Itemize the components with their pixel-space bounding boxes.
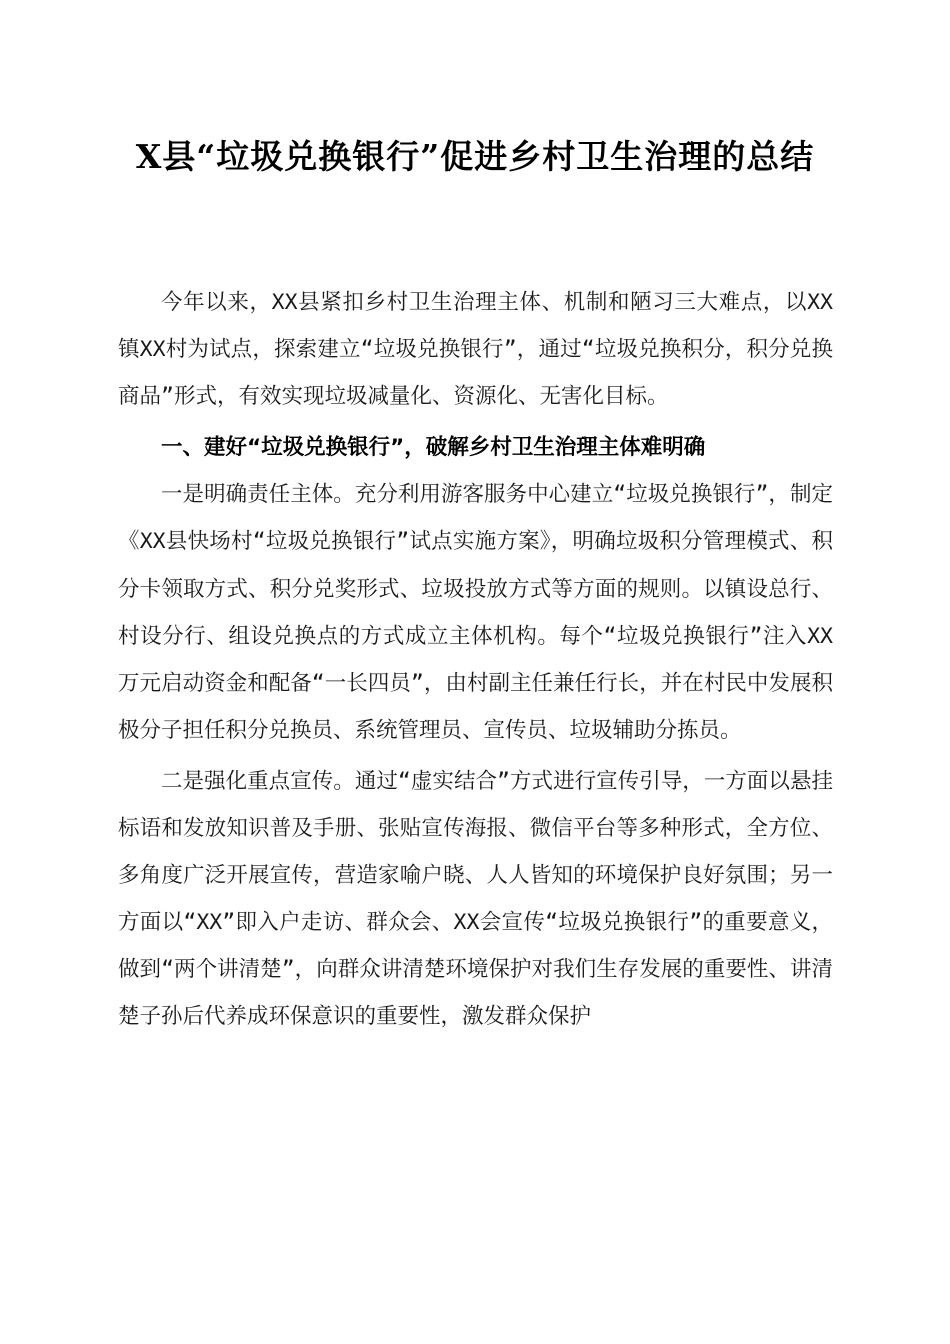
document-title: X县“垃圾兑换银行”促进乡村卫生治理的总结 [135,137,815,176]
paragraph-text: 通过“虚实结合”方式进行宣传引导，一方面以悬挂标语和发放知识普及手册、张贴宣传海报、微信平台等多种形式，全方位、多角度广泛开展宣传，营造家喻户晓、人人皆知的环境保护良好氛围；另一方面以“XX”即入户走访、群众会、XX会宣传“垃圾兑换银行”的重要意义，做到“两个讲清楚”，向群众讲清楚环境保护对我们生存发展的重要性、讲清楚子孙后代养成环保意识的重要性，激发群众保护 [118,768,833,1030]
section-heading: 一、建好“垃圾兑换银行”，破解乡村卫生治理主体难明确 [161,435,706,461]
paragraph-text: 充分利用游客服务中心建立“垃圾兑换银行”，制定《XX县快场村“垃圾兑换银行”试点实施方案》，明确垃圾积分管理模式、积分卡领取方式、积分兑奖形式、垃圾投放方式等方面的规则。以镇设总行、村设分行、组设兑换点的方式成立主体机构。每个“垃圾兑换银行”注入XX万元启动资金和配备“一长四员”，由村副主任兼任行长，并在村民中发展积极分子担任积分兑换员、系统管理员、宣传员、垃圾辅助分拣员。 [118,482,833,743]
document-body [118,279,833,1041]
paragraph-lead: 一是明确责任主体。 [161,482,355,508]
paragraph-lead: 二是强化重点宣传。 [161,768,355,794]
paragraph-responsibility [118,471,833,754]
paragraph-publicity [118,758,833,1041]
intro-paragraph: 今年以来，XX县紧扣乡村卫生治理主体、机制和陋习三大难点，以XX镇XX村为试点，探索建立“垃圾兑换银行”，通过“垃圾兑换积分，积分兑换商品”形式，有效实现垃圾减量化、资源化、无害化目标。 [118,290,833,410]
